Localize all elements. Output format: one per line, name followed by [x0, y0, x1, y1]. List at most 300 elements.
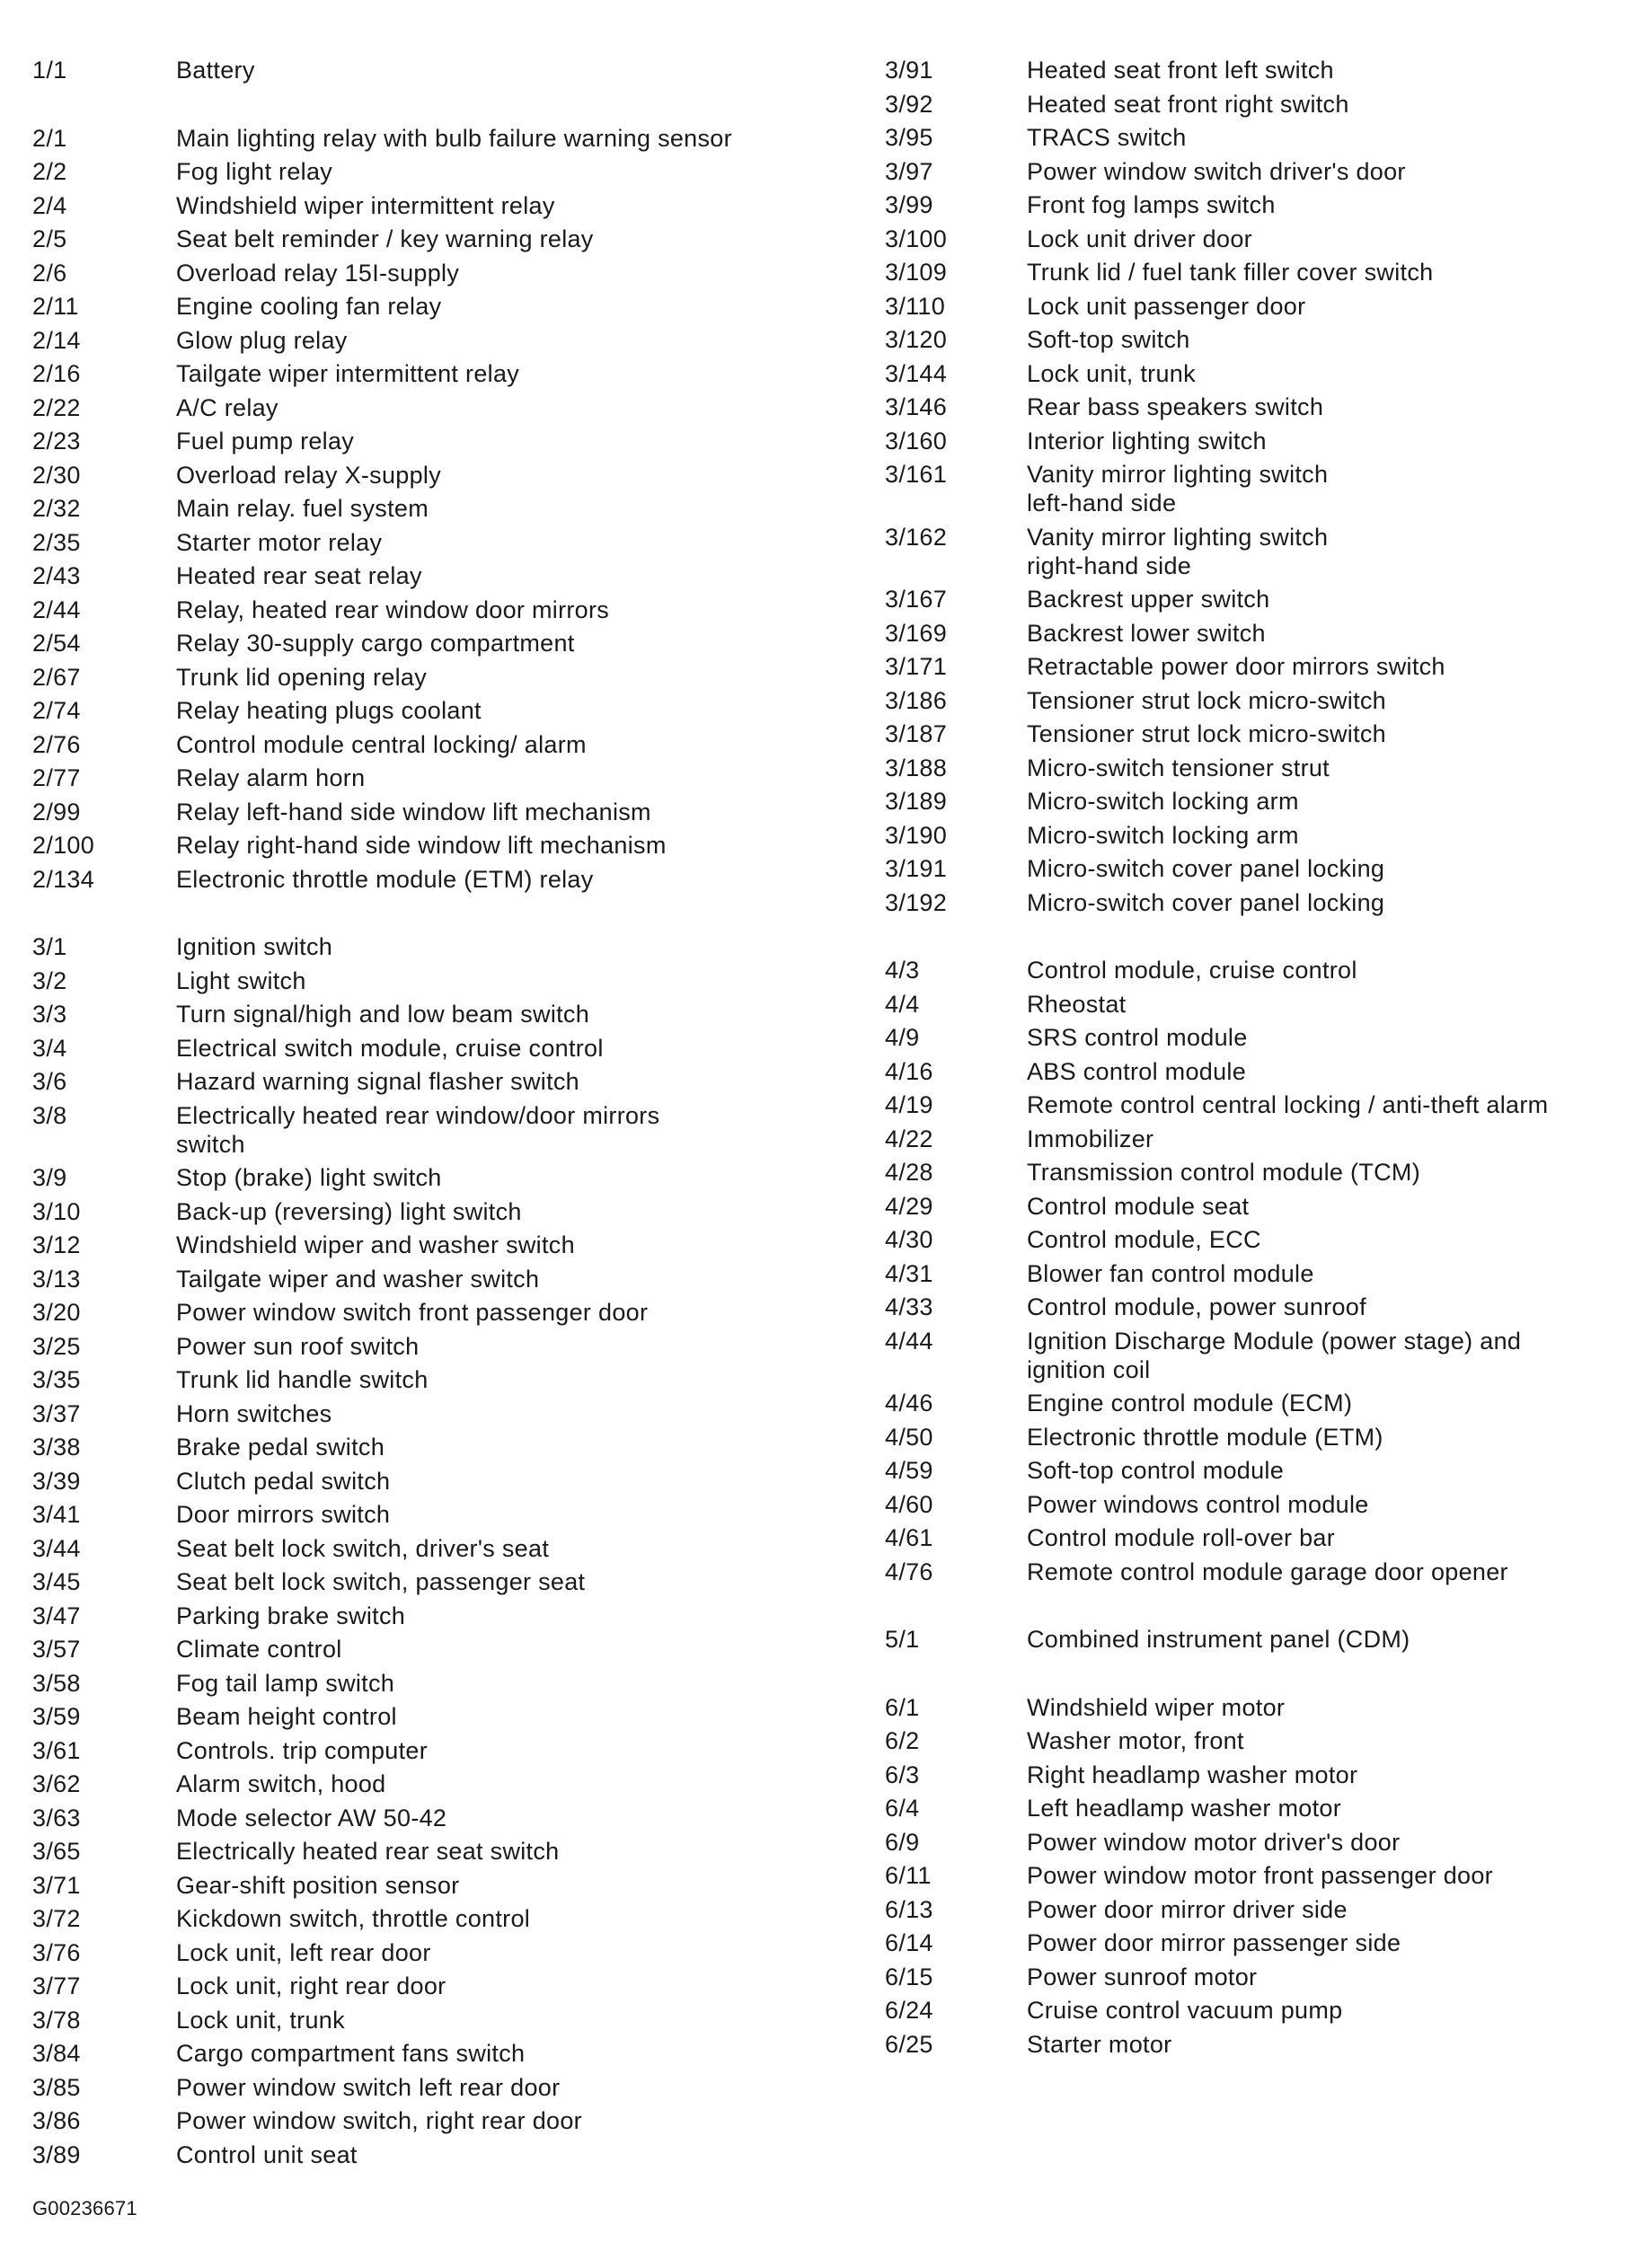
component-description: Main relay. fuel system — [176, 495, 429, 522]
component-description: Remote control central locking / anti-theft alarm — [1027, 1091, 1549, 1118]
component-description: Micro-switch locking arm — [1027, 821, 1299, 849]
component-code: 2/76 — [32, 730, 81, 758]
component-code: 4/46 — [885, 1390, 933, 1416]
legend-entry — [32, 225, 841, 259]
component-description: Relay right-hand side window lift mechanism — [176, 832, 667, 859]
component-code: 2/11 — [32, 293, 79, 320]
component-code: 3/100 — [885, 225, 948, 252]
legend-entry — [885, 619, 1631, 653]
component-description: TRACS switch — [1027, 124, 1187, 151]
component-code: 3/6 — [32, 1068, 67, 1095]
component-code: 2/44 — [32, 596, 81, 623]
component-code: 3/2 — [32, 966, 67, 994]
component-description: Power sun roof switch — [176, 1332, 420, 1360]
component-description: Electrically heated rear seat switch — [176, 1838, 560, 1865]
component-code: 4/33 — [885, 1293, 933, 1320]
legend-entry — [885, 990, 1631, 1024]
legend-entry — [885, 652, 1631, 686]
component-code: 3/44 — [32, 1534, 81, 1562]
component-code: 3/3 — [32, 1001, 67, 1028]
component-description: Control module seat — [1027, 1192, 1250, 1220]
component-description: Trunk lid / fuel tank filler cover switch — [1027, 259, 1434, 286]
component-code: 4/19 — [885, 1091, 933, 1118]
legend-entry — [885, 1327, 1631, 1390]
component-code: 3/192 — [885, 888, 948, 916]
component-code: 3/47 — [32, 1602, 81, 1629]
component-code: 3/76 — [32, 1938, 81, 1966]
component-description: Cruise control vacuum pump — [1027, 1997, 1343, 2024]
component-code: 3/187 — [885, 720, 948, 747]
legend-entry — [32, 2106, 841, 2140]
component-description: Fuel pump relay — [176, 428, 355, 454]
component-code: 4/44 — [885, 1327, 933, 1355]
component-description: Relay 30-supply cargo compartment — [176, 630, 575, 657]
legend-entry — [32, 124, 841, 158]
component-description: Interior lighting switch — [1027, 427, 1267, 454]
legend-entry — [885, 157, 1631, 191]
legend-entry — [885, 888, 1631, 922]
legend-entry — [32, 191, 841, 225]
component-description: Micro-switch locking arm — [1027, 788, 1299, 815]
component-description: Relay alarm horn — [176, 764, 366, 791]
component-code: 3/37 — [32, 1399, 81, 1427]
legend-entry — [32, 1972, 841, 2006]
component-description: Transmission control module (TCM) — [1027, 1159, 1420, 1186]
component-code: 4/22 — [885, 1125, 933, 1152]
component-description: Windshield wiper and washer switch — [176, 1231, 575, 1258]
component-code: 3/191 — [885, 855, 948, 882]
legend-entry — [885, 1828, 1631, 1862]
legend-entry — [885, 460, 1631, 523]
component-description: Retractable power door mirrors switch — [1027, 653, 1445, 680]
component-code: 3/92 — [885, 90, 933, 118]
legend-entry — [885, 1895, 1631, 1929]
component-code: 6/13 — [885, 1895, 933, 1923]
component-description: Power door mirror driver side — [1027, 1895, 1348, 1923]
legend-entry — [32, 1399, 841, 1434]
legend-entry — [32, 1602, 841, 1636]
legend-entry — [885, 585, 1631, 619]
legend-entry — [32, 1101, 841, 1164]
component-code: 3/160 — [885, 427, 948, 454]
component-code: 2/22 — [32, 393, 81, 421]
component-description: Main lighting relay with bulb failure warning sensor — [176, 124, 732, 152]
component-code: 2/30 — [32, 461, 81, 489]
legend-entry — [32, 359, 841, 393]
legend-entry — [32, 1467, 841, 1501]
component-code: 1/1 — [32, 57, 67, 84]
component-description: Power window switch left rear door — [176, 2073, 561, 2101]
legend-entry — [885, 1456, 1631, 1490]
component-description: Soft-top switch — [1027, 326, 1190, 353]
legend-entry — [885, 854, 1631, 888]
component-description: Overload relay 15I-supply — [176, 259, 460, 287]
legend-entry — [32, 696, 841, 730]
component-code: 3/59 — [32, 1703, 81, 1730]
component-code: 3/190 — [885, 821, 948, 849]
legend-entry — [32, 1769, 841, 1804]
component-description: Heated seat front left switch — [1027, 57, 1334, 84]
component-description: Kickdown switch, throttle control — [176, 1905, 531, 1932]
component-description: Relay left-hand side window lift mechanism — [176, 798, 651, 825]
legend-entry — [32, 326, 841, 360]
component-description: Control module, ECC — [1027, 1226, 1261, 1253]
component-code: 6/14 — [885, 1929, 933, 1956]
component-code: 4/61 — [885, 1524, 933, 1551]
component-code: 3/189 — [885, 788, 948, 815]
component-description: Combined instrument panel (CDM) — [1027, 1626, 1410, 1653]
component-description: ABS control module — [1027, 1057, 1247, 1085]
component-description: Engine control module (ECM) — [1027, 1390, 1353, 1416]
component-code: 3/8 — [32, 1101, 67, 1129]
component-code: 4/16 — [885, 1057, 933, 1085]
legend-entry — [32, 528, 841, 562]
component-description: SRS control module — [1027, 1024, 1248, 1051]
legend-entry — [32, 865, 841, 899]
component-code: 2/4 — [32, 191, 67, 219]
legend-entry — [32, 494, 841, 528]
legend-entry — [885, 1192, 1631, 1226]
component-code: 4/29 — [885, 1192, 933, 1220]
component-code: 3/169 — [885, 619, 948, 647]
legend-entry — [885, 1996, 1631, 2030]
component-code: 2/2 — [32, 158, 67, 185]
legend-entry — [32, 663, 841, 697]
component-code: 2/67 — [32, 663, 81, 691]
legend-entry — [32, 259, 841, 293]
component-code: 4/31 — [885, 1259, 933, 1287]
component-description: Heated rear seat relay — [176, 562, 422, 589]
legend-entry — [885, 1625, 1631, 1659]
component-code: 3/110 — [885, 292, 946, 320]
component-description: Back-up (reversing) light switch — [176, 1197, 522, 1225]
section-gap — [885, 1659, 1631, 1693]
component-code: 5/1 — [885, 1626, 920, 1653]
component-code: 3/167 — [885, 586, 948, 613]
component-description: Power window motor driver's door — [1027, 1828, 1401, 1856]
legend-entry — [32, 1163, 841, 1197]
component-description: Tailgate wiper intermittent relay — [176, 360, 520, 387]
component-code: 3/99 — [885, 191, 933, 218]
section-gap — [885, 922, 1631, 956]
component-description: Lock unit passenger door — [1027, 292, 1306, 320]
component-code: 4/3 — [885, 957, 920, 984]
legend-entry — [885, 956, 1631, 990]
component-description: Horn switches — [176, 1399, 332, 1427]
component-code: 4/50 — [885, 1423, 933, 1451]
component-code: 4/30 — [885, 1226, 933, 1253]
component-code: 3/25 — [32, 1332, 81, 1360]
component-description: Door mirrors switch — [176, 1501, 391, 1528]
legend-entry — [32, 1067, 841, 1101]
component-description: Power window motor front passenger door — [1027, 1862, 1493, 1889]
component-code: 2/43 — [32, 562, 81, 589]
component-code: 4/76 — [885, 1558, 933, 1585]
legend-entry — [32, 1736, 841, 1770]
legend-entry — [885, 1023, 1631, 1057]
component-code: 2/23 — [32, 428, 81, 454]
component-code: 6/15 — [885, 1963, 933, 1990]
component-description: Control module roll-over bar — [1027, 1524, 1336, 1551]
component-description: Clutch pedal switch — [176, 1467, 391, 1495]
component-description: Backrest lower switch — [1027, 619, 1266, 647]
component-description: Trunk lid opening relay — [176, 663, 428, 691]
legend-entry — [32, 2006, 841, 2040]
component-code: 2/134 — [32, 865, 95, 893]
component-code: 3/38 — [32, 1434, 81, 1461]
legend-entry — [32, 1000, 841, 1034]
component-code: 3/95 — [885, 124, 933, 151]
component-code: 2/32 — [32, 495, 81, 522]
component-description: Soft-top control module — [1027, 1457, 1285, 1484]
component-code: 6/1 — [885, 1693, 920, 1721]
legend-entry — [32, 1332, 841, 1366]
component-code: 6/24 — [885, 1997, 933, 2024]
component-description: Controls. trip computer — [176, 1736, 428, 1764]
component-code: 4/28 — [885, 1159, 933, 1186]
component-code: 3/57 — [32, 1636, 81, 1663]
legend-entry — [32, 2073, 841, 2107]
component-description: Vanity mirror lighting switch right-hand side — [1027, 523, 1329, 579]
component-description: Ignition Discharge Module (power stage) and ignition coil — [1027, 1327, 1522, 1383]
legend-entry — [885, 1293, 1631, 1327]
legend-entry — [32, 461, 841, 495]
component-code: 3/63 — [32, 1804, 81, 1831]
legend-left-column — [32, 56, 841, 2174]
component-description: Control module, cruise control — [1027, 957, 1357, 984]
component-code: 2/54 — [32, 630, 81, 657]
component-description: Starter motor — [1027, 2030, 1172, 2058]
legend-entry — [32, 596, 841, 630]
component-description: Brake pedal switch — [176, 1434, 385, 1461]
component-code: 2/77 — [32, 764, 81, 791]
component-code: 4/59 — [885, 1457, 933, 1484]
component-code: 3/146 — [885, 393, 948, 420]
component-code: 3/85 — [32, 2073, 81, 2101]
legend-entry — [32, 157, 841, 191]
component-description: Overload relay X-supply — [176, 461, 442, 489]
component-description: Seat belt lock switch, passenger seat — [176, 1568, 586, 1595]
component-description: Fog light relay — [176, 158, 333, 185]
component-code: 3/171 — [885, 653, 948, 680]
legend-entry — [885, 821, 1631, 855]
component-description: Turn signal/high and low beam switch — [176, 1001, 590, 1028]
component-description: Cargo compartment fans switch — [176, 2040, 526, 2067]
legend-entry — [32, 1433, 841, 1467]
legend-entry — [32, 1871, 841, 1905]
component-description: Stop (brake) light switch — [176, 1164, 442, 1191]
component-description: Tensioner strut lock micro-switch — [1027, 720, 1387, 747]
component-description: Windshield wiper intermittent relay — [176, 191, 555, 219]
component-code: 2/99 — [32, 798, 81, 825]
component-code: 2/35 — [32, 528, 81, 556]
component-description: Starter motor relay — [176, 528, 383, 556]
component-code: 3/71 — [32, 1871, 81, 1899]
legend-entry — [32, 292, 841, 326]
component-code: 3/161 — [885, 461, 948, 488]
component-description: Left headlamp washer motor — [1027, 1795, 1341, 1822]
legend-entry — [885, 1761, 1631, 1795]
legend-entry — [32, 56, 841, 90]
component-code: 3/35 — [32, 1366, 81, 1393]
component-code: 3/12 — [32, 1231, 81, 1258]
legend-entry — [885, 90, 1631, 124]
legend-entry — [32, 763, 841, 798]
component-code: 3/77 — [32, 1972, 81, 1999]
component-description: Power door mirror passenger side — [1027, 1929, 1401, 1956]
component-code: 4/9 — [885, 1024, 920, 1051]
legend-right-column — [885, 56, 1631, 2063]
component-code: 2/1 — [32, 124, 67, 152]
legend-entry — [32, 1500, 841, 1534]
component-description: Tailgate wiper and washer switch — [176, 1265, 540, 1293]
component-description: Control unit seat — [176, 2140, 358, 2168]
legend-entry — [885, 1259, 1631, 1293]
component-description: Washer motor, front — [1027, 1727, 1244, 1754]
component-description: Right headlamp washer motor — [1027, 1761, 1358, 1788]
component-code: 6/11 — [885, 1862, 932, 1889]
legend-entry — [885, 787, 1631, 821]
component-code: 3/58 — [32, 1669, 81, 1697]
component-code: 3/78 — [32, 2006, 81, 2034]
legend-entry — [32, 798, 841, 832]
section-gap — [32, 898, 841, 932]
component-description: Parking brake switch — [176, 1602, 406, 1629]
legend-entry — [885, 292, 1631, 326]
section-gap — [885, 1591, 1631, 1625]
legend-entry — [885, 123, 1631, 157]
legend-entry — [885, 1558, 1631, 1592]
component-code: 6/9 — [885, 1828, 920, 1856]
component-description: Rheostat — [1027, 990, 1127, 1018]
component-code: 6/2 — [885, 1727, 920, 1754]
component-description: Light switch — [176, 966, 306, 994]
component-description: Electronic throttle module (ETM) — [1027, 1423, 1383, 1451]
component-description: Micro-switch tensioner strut — [1027, 754, 1330, 781]
component-description: Power windows control module — [1027, 1490, 1369, 1518]
component-description: Vanity mirror lighting switch left-hand side — [1027, 461, 1329, 516]
legend-entry — [885, 2030, 1631, 2064]
legend-entry — [885, 1490, 1631, 1524]
component-description: Climate control — [176, 1636, 342, 1663]
component-description: Power window switch driver's door — [1027, 157, 1406, 185]
component-code: 3/120 — [885, 326, 948, 353]
component-code: 3/20 — [32, 1299, 81, 1326]
component-code: 3/1 — [32, 933, 67, 960]
legend-entry — [32, 1034, 841, 1068]
legend-entry — [32, 561, 841, 596]
legend-entry — [885, 1523, 1631, 1558]
legend-entry — [885, 1225, 1631, 1259]
component-code: 3/188 — [885, 754, 948, 781]
legend-entry — [885, 719, 1631, 754]
legend-entry — [32, 1938, 841, 1972]
legend-entry — [32, 1904, 841, 1938]
legend-entry — [885, 325, 1631, 359]
component-description: Windshield wiper motor — [1027, 1693, 1286, 1721]
legend-entry — [885, 393, 1631, 427]
component-description: Hazard warning signal flasher switch — [176, 1068, 579, 1095]
component-description: Lock unit, left rear door — [176, 1938, 431, 1966]
component-description: Lock unit, right rear door — [176, 1972, 446, 1999]
component-code: 3/91 — [885, 57, 933, 84]
component-description: Lock unit, trunk — [1027, 359, 1196, 387]
component-description: Seat belt reminder / key warning relay — [176, 225, 594, 252]
component-description: Tensioner strut lock micro-switch — [1027, 686, 1387, 714]
component-description: Rear bass speakers switch — [1027, 393, 1324, 420]
component-description: Battery — [176, 57, 255, 84]
legend-entry — [32, 1669, 841, 1703]
component-description: Control module, power sunroof — [1027, 1293, 1366, 1320]
legend-entry — [32, 1231, 841, 1265]
component-code: 3/62 — [32, 1770, 81, 1797]
component-code: 4/4 — [885, 990, 920, 1018]
legend-entry — [32, 393, 841, 428]
legend-entry — [32, 966, 841, 1001]
component-code: 2/5 — [32, 225, 67, 252]
component-description: Micro-switch cover panel locking — [1027, 888, 1385, 916]
legend-entry — [32, 2039, 841, 2073]
legend-entry — [885, 190, 1631, 225]
legend-entry — [885, 427, 1631, 461]
component-code: 3/86 — [32, 2107, 81, 2134]
component-code: 2/6 — [32, 259, 67, 287]
legend-entry — [885, 1057, 1631, 1091]
legend-entry — [885, 1423, 1631, 1457]
legend-entry — [32, 730, 841, 764]
component-description: Mode selector AW 50-42 — [176, 1804, 447, 1831]
component-code: 6/4 — [885, 1795, 920, 1822]
component-code: 3/162 — [885, 523, 948, 551]
component-code: 3/97 — [885, 157, 933, 185]
component-code: 3/13 — [32, 1265, 81, 1293]
legend-entry — [885, 754, 1631, 788]
component-code: 3/84 — [32, 2040, 81, 2067]
component-description: Backrest upper switch — [1027, 586, 1270, 613]
component-description: Electrical switch module, cruise control — [176, 1034, 604, 1062]
legend-entry — [32, 1197, 841, 1231]
component-description: Beam height control — [176, 1703, 397, 1730]
legend-entry — [32, 1702, 841, 1736]
legend-entry — [885, 359, 1631, 393]
component-code: 4/60 — [885, 1490, 933, 1518]
legend-entry — [885, 1726, 1631, 1761]
component-description: Relay heating plugs coolant — [176, 697, 482, 724]
component-code: 3/65 — [32, 1838, 81, 1865]
component-code: 2/74 — [32, 697, 81, 724]
legend-entry — [885, 1794, 1631, 1828]
legend-entry — [32, 932, 841, 966]
legend-entry — [885, 523, 1631, 586]
component-code: 3/10 — [32, 1197, 81, 1225]
legend-entry — [32, 1837, 841, 1871]
legend-entry — [885, 258, 1631, 292]
component-description: Blower fan control module — [1027, 1259, 1314, 1287]
component-description: Lock unit, trunk — [176, 2006, 345, 2034]
legend-entry — [885, 56, 1631, 90]
legend-entry — [32, 1265, 841, 1299]
legend-entry — [32, 1635, 841, 1669]
component-description: Ignition switch — [176, 933, 333, 960]
component-description: Electronic throttle module (ETM) relay — [176, 865, 594, 893]
component-code: 2/16 — [32, 360, 81, 387]
component-code: 3/72 — [32, 1905, 81, 1932]
component-code: 3/45 — [32, 1568, 81, 1595]
component-code: 2/100 — [32, 832, 95, 859]
component-description: Engine cooling fan relay — [176, 293, 442, 320]
component-description: Immobilizer — [1027, 1125, 1154, 1152]
component-code: 3/4 — [32, 1034, 67, 1062]
